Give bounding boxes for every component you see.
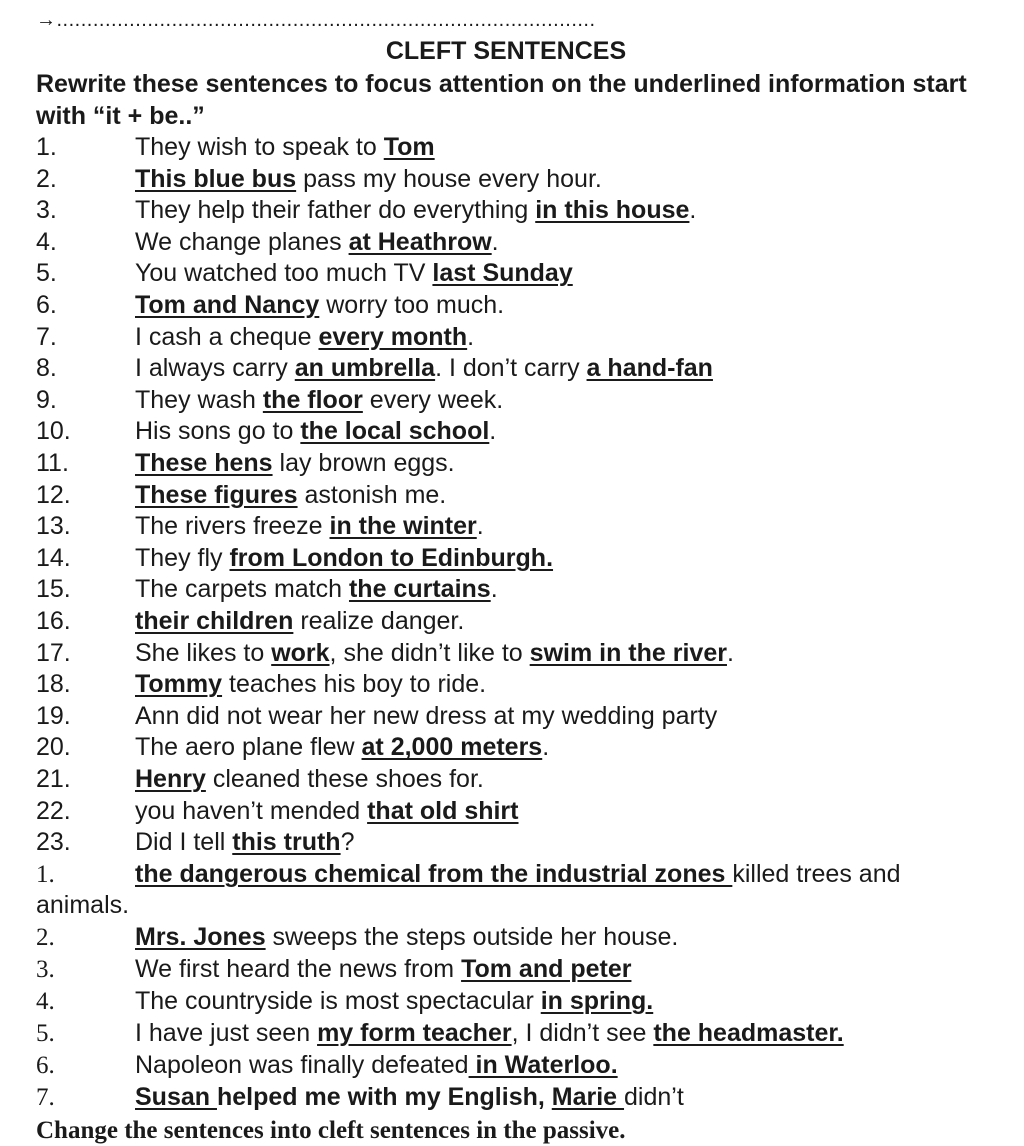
underlined-focus-text: a hand-fan — [586, 354, 713, 383]
sentence-text: They wash — [135, 385, 263, 414]
underlined-focus-text: the dangerous chemical from the industrial zones — [135, 860, 733, 888]
item-sentence — [135, 132, 435, 164]
item-number: 20. — [36, 733, 71, 762]
underlined-focus-text: at Heathrow — [348, 227, 492, 256]
item-number: 9. — [36, 385, 57, 414]
underlined-focus-text: that old shirt — [367, 796, 519, 825]
underlined-focus-text: last Sunday — [432, 259, 573, 288]
item-sentence — [135, 1018, 844, 1050]
sentence-text: didn’t — [624, 1083, 684, 1111]
sentence-text: She likes to — [135, 638, 272, 667]
item-sentence — [135, 543, 553, 575]
item-sentence — [135, 606, 464, 638]
underlined-focus-text: this truth — [232, 828, 341, 857]
item-sentence-continued: animals. — [36, 891, 130, 919]
item-number: 5. — [36, 1020, 55, 1047]
sentence-text: Did I tell — [135, 828, 233, 857]
item-sentence — [135, 986, 653, 1018]
underlined-focus-text: Tom and Nancy — [135, 291, 320, 319]
sentence-text: lay brown eggs. — [272, 449, 455, 477]
sentence-text: They help their father do everything — [135, 196, 536, 225]
item-sentence — [135, 353, 713, 385]
sentence-text: The countryside is most spectacular — [135, 987, 541, 1015]
sentence-text: pass my house every hour. — [296, 164, 602, 193]
underlined-focus-text: in Waterloo. — [468, 1051, 618, 1079]
item-number: 6. — [36, 1052, 55, 1079]
item-number: 8. — [36, 354, 57, 383]
underlined-focus-text: Tom and peter — [461, 955, 632, 983]
sentence-text: helped me with my English, — [216, 1083, 552, 1111]
sentence-text: . — [490, 575, 498, 604]
sentence-text: worry too much. — [319, 291, 505, 319]
item-sentence — [135, 385, 503, 417]
item-sentence — [135, 290, 504, 322]
item-number: 3. — [36, 956, 55, 983]
underlined-focus-text: the curtains — [348, 575, 491, 604]
item-sentence — [135, 954, 631, 986]
underlined-focus-text: an umbrella — [294, 354, 436, 383]
sentence-text: I always carry — [135, 354, 295, 383]
item-number: 3. — [36, 196, 57, 225]
underlined-focus-text: work — [271, 638, 330, 667]
sentence-text: Napoleon was finally defeated — [135, 1051, 469, 1079]
item-sentence — [135, 859, 901, 891]
sentence-text: The rivers freeze — [135, 512, 330, 541]
underlined-focus-text: from London to Edinburgh. — [229, 543, 554, 572]
item-number: 17. — [36, 638, 71, 667]
sentence-text: We change planes — [135, 227, 349, 256]
sentence-text: You watched too much TV — [135, 259, 433, 288]
sentence-text: I have just seen — [135, 1019, 318, 1047]
item-number: 10. — [36, 417, 71, 446]
underlined-focus-text: Mrs. Jones — [135, 923, 266, 951]
underlined-focus-text: swim in the river — [529, 638, 727, 667]
item-sentence — [135, 480, 446, 512]
item-number: 23. — [36, 828, 71, 857]
item-number: 2. — [36, 164, 57, 193]
sentence-text: sweeps the steps outside her house. — [265, 923, 679, 951]
item-number: 1. — [36, 861, 55, 888]
sentence-text: They fly — [135, 543, 230, 572]
item-sentence — [135, 448, 455, 480]
item-sentence — [135, 258, 573, 290]
sentence-text: . — [491, 227, 499, 256]
arrow-dotted-line: →......................................................................................... — [36, 9, 596, 31]
item-number: 19. — [36, 701, 71, 730]
item-number: 1. — [36, 133, 57, 161]
item-sentence — [135, 322, 474, 354]
item-sentence — [135, 701, 717, 733]
underlined-focus-text: the local school — [300, 417, 490, 446]
underlined-focus-text: at 2,000 meters — [361, 733, 543, 762]
item-number: 22. — [36, 796, 71, 825]
item-sentence — [135, 511, 484, 543]
sentence-text: His sons go to — [135, 417, 301, 446]
item-number: 7. — [36, 1084, 55, 1111]
item-sentence — [135, 195, 696, 227]
item-sentence — [135, 764, 484, 796]
item-sentence — [135, 1050, 618, 1082]
item-number: 16. — [36, 607, 71, 635]
item-sentence — [135, 732, 549, 764]
sentence-text: you haven’t mended — [135, 796, 368, 825]
page-title: CLEFT SENTENCES — [385, 37, 627, 65]
item-sentence — [135, 669, 486, 701]
sentence-text: . — [467, 322, 475, 351]
underlined-focus-text: the headmaster. — [653, 1019, 844, 1047]
item-sentence — [135, 164, 602, 196]
sentence-text: The aero plane flew — [135, 733, 362, 762]
sentence-text: teaches his boy to ride. — [222, 670, 487, 699]
item-number: 4. — [36, 227, 57, 256]
sentence-text: realize danger. — [293, 607, 465, 635]
item-number: 6. — [36, 291, 57, 319]
item-number: 15. — [36, 575, 71, 604]
item-sentence — [135, 1082, 684, 1114]
underlined-focus-text: in this house — [535, 196, 690, 225]
item-number: 7. — [36, 322, 57, 351]
sentence-text: . — [689, 196, 697, 225]
item-sentence — [135, 227, 499, 259]
item-sentence — [135, 827, 355, 859]
underlined-focus-text: in the winter — [329, 512, 477, 541]
item-number: 21. — [36, 765, 71, 793]
item-number: 12. — [36, 480, 71, 509]
underlined-focus-text: their children — [135, 607, 294, 635]
item-number: 18. — [36, 670, 71, 699]
sentence-text: , I didn’t see — [511, 1019, 654, 1047]
item-sentence — [135, 796, 519, 828]
sentence-text: I cash a cheque — [135, 322, 319, 351]
item-number: 13. — [36, 512, 71, 541]
underlined-focus-text: Tom — [383, 133, 435, 161]
sentence-text: ? — [340, 828, 355, 857]
underlined-focus-text: Tommy — [135, 670, 223, 699]
sentence-text: Ann did not wear her new dress at my wedding party — [135, 701, 718, 730]
underlined-focus-text: in spring. — [540, 987, 654, 1015]
item-number: 5. — [36, 259, 57, 288]
item-sentence — [135, 416, 496, 448]
sentence-text: We first heard the news from — [135, 955, 462, 983]
sentence-text: . — [489, 417, 497, 446]
underlined-focus-text: Susan — [135, 1083, 217, 1111]
underlined-focus-text: Marie — [551, 1083, 625, 1111]
underlined-focus-text: These figures — [135, 480, 298, 509]
underlined-focus-text: every month — [318, 322, 468, 351]
underlined-focus-text: This blue bus — [135, 164, 297, 193]
sentence-text: . — [726, 638, 734, 667]
item-sentence — [135, 638, 734, 670]
underlined-focus-text: Henry — [135, 765, 206, 793]
instruction-text: Rewrite these sentences to focus attention on the underlined information start with “it + be..” — [36, 70, 967, 130]
sentence-text: . — [542, 733, 550, 762]
sentence-text: cleaned these shoes for. — [205, 765, 484, 793]
sentence-text: They wish to speak to — [135, 133, 384, 161]
underlined-focus-text: the floor — [262, 385, 363, 414]
sentence-text: killed trees and — [732, 860, 901, 888]
item-number: 2. — [36, 924, 55, 951]
underlined-focus-text: These hens — [135, 449, 273, 477]
underlined-focus-text: my form teacher — [317, 1019, 512, 1047]
sentence-text: . I don’t carry — [435, 354, 587, 383]
item-number: 11. — [36, 449, 69, 477]
footer-instruction: Change the sentences into cleft sentences in the passive. — [36, 1117, 626, 1144]
sentence-text: , she didn’t like to — [329, 638, 530, 667]
item-sentence — [135, 574, 498, 606]
sentence-text: every week. — [362, 385, 504, 414]
item-number: 14. — [36, 543, 71, 572]
sentence-text: astonish me. — [297, 480, 447, 509]
sentence-text: . — [476, 512, 484, 541]
sentence-text: The carpets match — [135, 575, 349, 604]
item-number: 4. — [36, 988, 55, 1015]
item-sentence — [135, 922, 678, 954]
